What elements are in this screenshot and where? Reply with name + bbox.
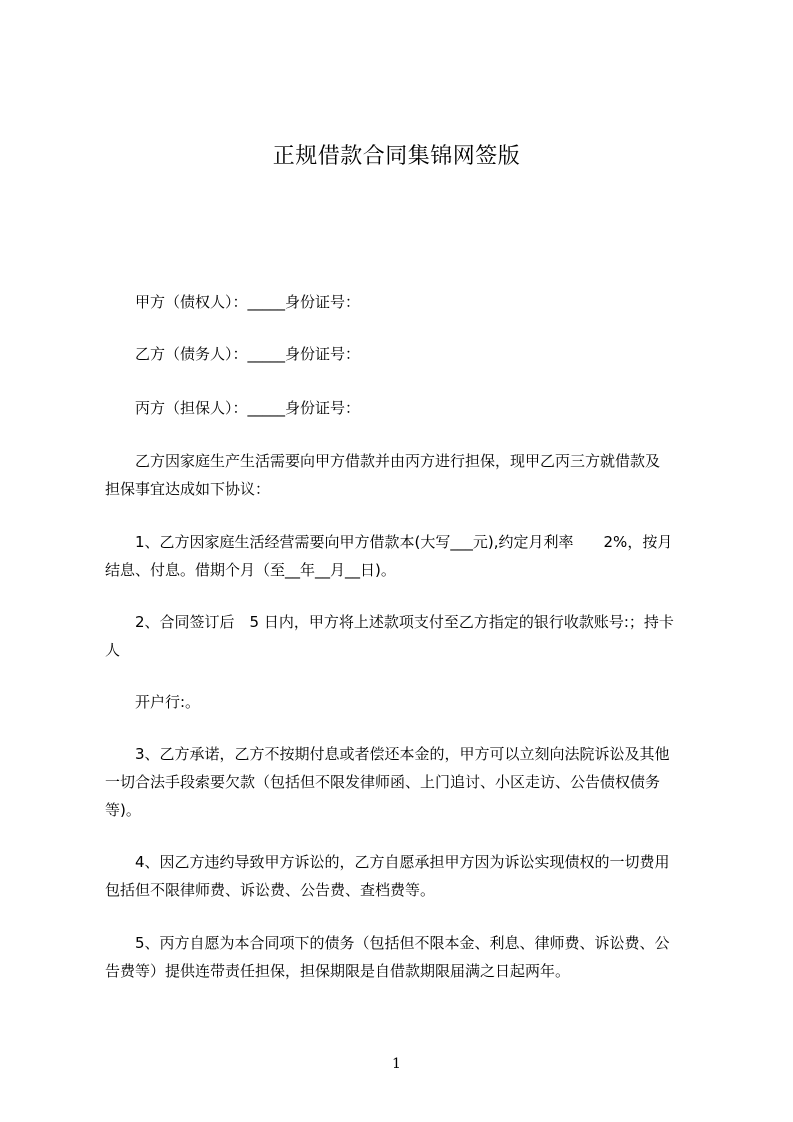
clause-4-line-1: 4、因乙方违约导致甲方诉讼的，乙方自愿承担甲方因为诉讼实现债权的一切费用 [135, 853, 670, 871]
party-c-line: 丙方（担保人）：_____身份证号： [135, 399, 361, 417]
clause-2 [105, 608, 705, 664]
intro-paragraph [105, 447, 705, 503]
clause-2-line-1: 2、合同签订后 5 日内，甲方将上述款项支付至乙方指定的银行收款账号:；持卡 [135, 613, 674, 631]
clause-4 [105, 848, 705, 904]
clause-1-line-2: 结息、付息。借期个月（至__年__月__日)。 [105, 561, 396, 579]
clause-3-line-2: 一切合法手段索要欠款（包括但不限发律师函、上门追讨、小区走访、公告债权债务 [105, 773, 661, 791]
intro-line-2: 担保事宜达成如下协议： [105, 480, 271, 498]
clause-3 [105, 740, 705, 824]
clause-1-line-1: 1、乙方因家庭生活经营需要向甲方借款本(大写___元),约定月利率 2%，按月 [135, 533, 673, 551]
clause-3-line-1: 3、乙方承诺，乙方不按期付息或者偿还本金的，甲方可以立刻向法院诉讼及其他 [135, 745, 670, 763]
clause-4-line-2: 包括但不限律师费、诉讼费、公告费、查档费等。 [105, 881, 436, 899]
document-title: 正规借款合同集锦网签版 [272, 144, 521, 169]
bank-line [105, 688, 705, 716]
intro-line-1: 乙方因家庭生产生活需要向甲方借款并由丙方进行担保，现甲乙丙三方就借款及 [135, 452, 661, 470]
page-number: 1 [392, 1056, 401, 1072]
party-b-line: 乙方（债务人）：_____身份证号： [135, 345, 361, 363]
bank-line-text: 开户行:。 [135, 693, 201, 711]
party-a-line: 甲方（债权人）：_____身份证号： [135, 293, 361, 311]
clause-3-line-3: 等)。 [105, 801, 141, 819]
clause-5 [105, 929, 705, 985]
clause-5-line-1: 5、丙方自愿为本合同项下的债务（包括但不限本金、利息、律师费、诉讼费、公 [135, 934, 670, 952]
clause-2-line-2: 人 [105, 641, 121, 659]
clause-1 [105, 528, 705, 584]
clause-5-line-2: 告费等）提供连带责任担保，担保期限是自借款期限届满之日起两年。 [105, 962, 571, 980]
